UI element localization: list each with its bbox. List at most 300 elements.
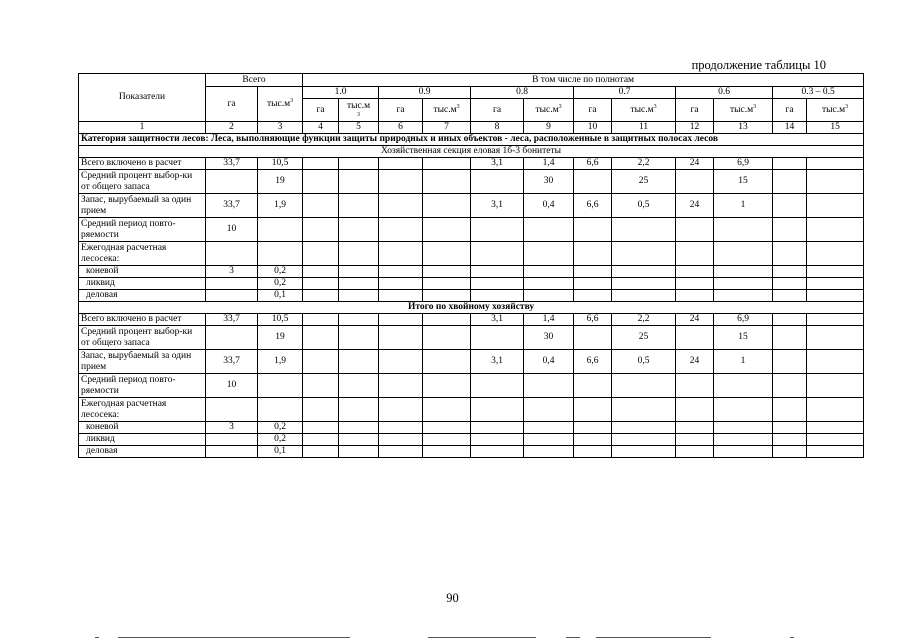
table-cell xyxy=(714,242,773,266)
table-cell xyxy=(423,266,471,278)
table-cell xyxy=(303,194,339,218)
table-cell xyxy=(807,278,864,290)
table-cell xyxy=(339,434,379,446)
table-cell xyxy=(423,398,471,422)
table-cell xyxy=(676,278,714,290)
table-cell: 30 xyxy=(524,170,574,194)
scan-rule xyxy=(428,637,536,638)
table-cell xyxy=(339,350,379,374)
table-cell: 0,2 xyxy=(258,278,303,290)
table-cell xyxy=(206,290,258,302)
table-cell xyxy=(714,398,773,422)
table-cell xyxy=(807,314,864,326)
table-cell: 25 xyxy=(612,170,676,194)
table-cell xyxy=(714,422,773,434)
table-cell xyxy=(379,266,423,278)
total-row xyxy=(79,302,864,314)
table-row xyxy=(79,170,864,194)
table-cell xyxy=(379,242,423,266)
table-cell xyxy=(258,218,303,242)
table-row xyxy=(79,326,864,350)
table-cell xyxy=(471,374,524,398)
table-cell: 0,2 xyxy=(258,266,303,278)
table-cell xyxy=(471,290,524,302)
table-cell xyxy=(423,218,471,242)
row-label: деловая xyxy=(79,290,206,302)
table-cell xyxy=(206,446,258,458)
table-cell xyxy=(524,446,574,458)
table-cell xyxy=(471,170,524,194)
header-total: Всего xyxy=(206,74,303,87)
column-number: 15 xyxy=(807,122,864,134)
column-number: 12 xyxy=(676,122,714,134)
table-cell xyxy=(379,374,423,398)
table-cell xyxy=(303,170,339,194)
table-cell xyxy=(807,398,864,422)
table-cell: 0,1 xyxy=(258,290,303,302)
table-cell xyxy=(807,266,864,278)
table-cell xyxy=(612,218,676,242)
header-density-4: 0.7 xyxy=(574,87,676,99)
table-cell xyxy=(423,242,471,266)
table-cell xyxy=(773,326,807,350)
table-cell xyxy=(471,446,524,458)
table-cell: 0,2 xyxy=(258,422,303,434)
table-cell xyxy=(676,170,714,194)
table-cell xyxy=(773,194,807,218)
table-cell xyxy=(574,218,612,242)
table-cell xyxy=(524,290,574,302)
table-cell xyxy=(524,422,574,434)
table-cell xyxy=(471,278,524,290)
header-thous-m3: $тыс.м^3$ xyxy=(423,99,471,122)
header-thous-m3: $тыс.м^3$ xyxy=(714,99,773,122)
table-row xyxy=(79,422,864,434)
table-cell xyxy=(773,218,807,242)
row-label: Запас, вырубаемый за один прием xyxy=(79,350,206,374)
table-cell xyxy=(773,266,807,278)
scan-rule xyxy=(790,637,794,638)
table-cell xyxy=(773,242,807,266)
row-label: Запас, вырубаемый за один прием xyxy=(79,194,206,218)
table-cell xyxy=(471,326,524,350)
row-label: Средний период повто-ряемости xyxy=(79,374,206,398)
table-cell xyxy=(379,326,423,350)
table-cell: 6,9 xyxy=(714,158,773,170)
table-cell xyxy=(339,326,379,350)
table-cell xyxy=(471,398,524,422)
table-cell xyxy=(423,422,471,434)
scan-rule xyxy=(118,637,350,638)
table-cell: 1,4 xyxy=(524,314,574,326)
page-number: 90 xyxy=(446,591,459,605)
header-ha: га xyxy=(773,99,807,122)
table-cell xyxy=(807,218,864,242)
table-cell xyxy=(807,170,864,194)
table-cell: 3,1 xyxy=(471,314,524,326)
row-label: Ежегодная расчетная лесосека: xyxy=(79,398,206,422)
table-cell xyxy=(303,218,339,242)
table-cell xyxy=(423,374,471,398)
table-cell xyxy=(206,326,258,350)
table-cell xyxy=(612,422,676,434)
scan-rule xyxy=(596,637,711,638)
table-cell: 1,4 xyxy=(524,158,574,170)
table-cell xyxy=(612,278,676,290)
table-cell xyxy=(714,290,773,302)
table-cell: 0,1 xyxy=(258,446,303,458)
table-cell xyxy=(612,242,676,266)
table-cell: 24 xyxy=(676,314,714,326)
table-cell xyxy=(574,266,612,278)
header-ha: га xyxy=(676,99,714,122)
table-cell xyxy=(379,290,423,302)
table-cell xyxy=(303,434,339,446)
header-density-2: 0.9 xyxy=(379,87,471,99)
table-cell xyxy=(379,314,423,326)
table-cell: 33,7 xyxy=(206,158,258,170)
table-cell: 10 xyxy=(206,218,258,242)
row-label: Средний период повто-ряемости xyxy=(79,218,206,242)
row-label: Всего включено в расчет xyxy=(79,158,206,170)
table-cell xyxy=(773,290,807,302)
table-cell: 0,2 xyxy=(258,434,303,446)
table-cell xyxy=(339,170,379,194)
column-number: 3 xyxy=(258,122,303,134)
table-cell xyxy=(303,266,339,278)
table-cell: 1 xyxy=(714,350,773,374)
table-cell xyxy=(524,398,574,422)
table-row xyxy=(79,398,864,422)
row-label: ликвид xyxy=(79,434,206,446)
table-cell: 10,5 xyxy=(258,314,303,326)
table-cell xyxy=(206,242,258,266)
column-number: 10 xyxy=(574,122,612,134)
table-cell xyxy=(714,218,773,242)
table-cell xyxy=(612,446,676,458)
table-cell: 33,7 xyxy=(206,194,258,218)
table-cell xyxy=(612,266,676,278)
table-row xyxy=(79,290,864,302)
table-cell: 2,2 xyxy=(612,158,676,170)
table-cell xyxy=(807,350,864,374)
table-cell xyxy=(676,290,714,302)
table-cell xyxy=(676,422,714,434)
header-total-thous-m3: $тыс.м^3$ xyxy=(258,87,303,122)
table-cell xyxy=(714,434,773,446)
table-cell xyxy=(339,278,379,290)
row-label: деловая xyxy=(79,446,206,458)
table-cell xyxy=(807,194,864,218)
table-cell xyxy=(379,194,423,218)
table-cell xyxy=(524,266,574,278)
table-cell: 0,4 xyxy=(524,350,574,374)
header-density-5: 0.6 xyxy=(676,87,773,99)
table-row xyxy=(79,242,864,266)
table-row xyxy=(79,266,864,278)
header-thous-m3: $тыс.м^3$ xyxy=(612,99,676,122)
table-cell xyxy=(423,350,471,374)
table-cell: 3 xyxy=(206,422,258,434)
table-cell xyxy=(807,434,864,446)
table-cell xyxy=(379,278,423,290)
row-label: коневой xyxy=(79,266,206,278)
table-cell xyxy=(303,374,339,398)
table-cell: 24 xyxy=(676,350,714,374)
column-number: 1 xyxy=(79,122,206,134)
table-cell xyxy=(612,398,676,422)
row-label: ликвид xyxy=(79,278,206,290)
table-cell xyxy=(714,278,773,290)
table-cell: 6,6 xyxy=(574,158,612,170)
table-cell xyxy=(676,326,714,350)
table-cell xyxy=(773,374,807,398)
table-cell xyxy=(773,170,807,194)
table-cell xyxy=(574,446,612,458)
table-cell xyxy=(303,290,339,302)
table-cell xyxy=(339,290,379,302)
column-number: 5 xyxy=(339,122,379,134)
table-cell xyxy=(471,218,524,242)
table-cell xyxy=(612,434,676,446)
table-cell xyxy=(423,434,471,446)
table-cell xyxy=(773,434,807,446)
table-cell xyxy=(773,422,807,434)
table-cell: 1,9 xyxy=(258,194,303,218)
table-cell xyxy=(379,350,423,374)
table-cell: 6,6 xyxy=(574,194,612,218)
table-cell xyxy=(574,290,612,302)
table-cell xyxy=(379,170,423,194)
table-cell xyxy=(339,446,379,458)
table-cell xyxy=(773,158,807,170)
row-label: Ежегодная расчетная лесосека: xyxy=(79,242,206,266)
column-number: 13 xyxy=(714,122,773,134)
table-cell xyxy=(524,374,574,398)
header-indicators: Показатели xyxy=(79,74,206,122)
header-thous-m3: $тыс.м^3$ xyxy=(807,99,864,122)
row-label: Средний процент выбор-ки от общего запаса xyxy=(79,170,206,194)
column-number-row xyxy=(79,122,864,134)
table-cell xyxy=(807,422,864,434)
table-cell xyxy=(807,326,864,350)
table-cell xyxy=(339,314,379,326)
table-cell xyxy=(423,278,471,290)
table-cell xyxy=(676,434,714,446)
header-density-3: 0.8 xyxy=(471,87,574,99)
table-cell xyxy=(339,158,379,170)
row-label: Всего включено в расчет xyxy=(79,314,206,326)
table-cell: 15 xyxy=(714,170,773,194)
table-cell xyxy=(339,242,379,266)
table-cell xyxy=(339,374,379,398)
table-cell xyxy=(471,422,524,434)
table-cell xyxy=(206,278,258,290)
table-cell xyxy=(676,398,714,422)
table-cell: 24 xyxy=(676,194,714,218)
table-cell xyxy=(524,218,574,242)
table-row xyxy=(79,350,864,374)
table-cell xyxy=(524,278,574,290)
table-cell: 0,4 xyxy=(524,194,574,218)
table-continuation-caption: продолжение таблицы 10 xyxy=(691,58,826,72)
table-cell: 33,7 xyxy=(206,314,258,326)
table-cell xyxy=(676,446,714,458)
table-cell xyxy=(574,326,612,350)
table-cell xyxy=(714,446,773,458)
section-row xyxy=(79,146,864,158)
table-cell xyxy=(339,194,379,218)
row-label: Средний процент выбор-ки от общего запаса xyxy=(79,326,206,350)
header-ha: га xyxy=(471,99,524,122)
column-number: 9 xyxy=(524,122,574,134)
table-cell xyxy=(471,266,524,278)
table-cell xyxy=(773,398,807,422)
table-cell xyxy=(206,434,258,446)
header-density-1: 1.0 xyxy=(303,87,379,99)
header-density-6: 0.3 – 0.5 xyxy=(773,87,864,99)
table-cell xyxy=(423,194,471,218)
table-cell xyxy=(339,218,379,242)
table-cell xyxy=(303,278,339,290)
table-cell: 0,5 xyxy=(612,350,676,374)
table-cell xyxy=(773,278,807,290)
table-cell xyxy=(303,422,339,434)
column-number: 7 xyxy=(423,122,471,134)
table-cell xyxy=(524,434,574,446)
table-cell xyxy=(379,446,423,458)
table-cell xyxy=(471,434,524,446)
table-cell xyxy=(574,242,612,266)
table-cell xyxy=(714,374,773,398)
table-cell: 0,5 xyxy=(612,194,676,218)
table-cell xyxy=(303,398,339,422)
column-number: 11 xyxy=(612,122,676,134)
table-cell xyxy=(574,170,612,194)
table-cell: 25 xyxy=(612,326,676,350)
table-cell xyxy=(423,158,471,170)
table-cell xyxy=(773,314,807,326)
table-cell: 30 xyxy=(524,326,574,350)
column-number: 6 xyxy=(379,122,423,134)
table-row xyxy=(79,434,864,446)
table-cell: 3,1 xyxy=(471,194,524,218)
table-cell xyxy=(339,266,379,278)
table-cell xyxy=(303,314,339,326)
table-cell xyxy=(714,266,773,278)
scan-rule xyxy=(95,637,99,638)
table-row xyxy=(79,218,864,242)
table-row xyxy=(79,278,864,290)
table-cell xyxy=(574,434,612,446)
column-number: 8 xyxy=(471,122,524,134)
table-cell xyxy=(807,242,864,266)
header-ha: га xyxy=(379,99,423,122)
table-cell: 10 xyxy=(206,374,258,398)
table-cell: 24 xyxy=(676,158,714,170)
table-cell: 6,6 xyxy=(574,350,612,374)
table-row xyxy=(79,314,864,326)
table-cell: 3,1 xyxy=(471,350,524,374)
data-table xyxy=(78,73,864,458)
table-cell xyxy=(807,374,864,398)
table-cell xyxy=(676,266,714,278)
table-cell xyxy=(339,398,379,422)
table-cell xyxy=(423,446,471,458)
table-cell xyxy=(807,290,864,302)
table-row xyxy=(79,158,864,170)
table-cell xyxy=(206,398,258,422)
table-cell xyxy=(612,374,676,398)
table-cell xyxy=(574,278,612,290)
table-cell xyxy=(676,218,714,242)
table-cell xyxy=(574,374,612,398)
column-number: 2 xyxy=(206,122,258,134)
table-cell: 2,2 xyxy=(612,314,676,326)
table-cell xyxy=(807,158,864,170)
table-cell xyxy=(423,290,471,302)
table-cell: 19 xyxy=(258,326,303,350)
table-cell xyxy=(303,158,339,170)
table-cell xyxy=(676,374,714,398)
table-cell xyxy=(423,170,471,194)
table-cell: 3,1 xyxy=(471,158,524,170)
table-cell: 10,5 xyxy=(258,158,303,170)
column-number: 14 xyxy=(773,122,807,134)
table-cell xyxy=(303,242,339,266)
category-row xyxy=(79,134,864,146)
table-cell xyxy=(379,398,423,422)
table-cell xyxy=(574,398,612,422)
table-cell xyxy=(379,434,423,446)
table-cell: 6,9 xyxy=(714,314,773,326)
table-cell xyxy=(574,422,612,434)
table-cell xyxy=(258,242,303,266)
table-cell: 1 xyxy=(714,194,773,218)
header-total-ha: га xyxy=(206,87,258,122)
table-cell xyxy=(303,326,339,350)
table-cell xyxy=(471,242,524,266)
table-cell xyxy=(258,398,303,422)
table-row xyxy=(79,374,864,398)
category-title: Категория защитности лесов: Леса, выполняющие функции защиты природных и иных объектов - леса, расположенные в защитных полосах лесов xyxy=(79,134,864,146)
total-title: Итого по хвойному хозяйству xyxy=(79,302,864,314)
table-cell xyxy=(524,242,574,266)
table-cell xyxy=(206,170,258,194)
table-row xyxy=(79,446,864,458)
table-cell: 1,9 xyxy=(258,350,303,374)
column-number: 4 xyxy=(303,122,339,134)
section-title: Хозяйственная секция еловая 1б-3 бонитеты xyxy=(79,146,864,158)
table-cell xyxy=(379,218,423,242)
table-cell xyxy=(303,350,339,374)
header-row-1 xyxy=(79,74,864,87)
table-row xyxy=(79,194,864,218)
table-cell xyxy=(379,158,423,170)
table-cell xyxy=(773,350,807,374)
table-cell: 6,6 xyxy=(574,314,612,326)
header-by-density: В том числе по полнотам xyxy=(303,74,864,87)
table-cell xyxy=(379,422,423,434)
row-label: коневой xyxy=(79,422,206,434)
table-cell xyxy=(423,314,471,326)
table-cell xyxy=(339,422,379,434)
table-cell: 3 xyxy=(206,266,258,278)
scan-rule xyxy=(566,637,580,638)
table-cell xyxy=(258,374,303,398)
header-ha: га xyxy=(574,99,612,122)
table-cell xyxy=(423,326,471,350)
